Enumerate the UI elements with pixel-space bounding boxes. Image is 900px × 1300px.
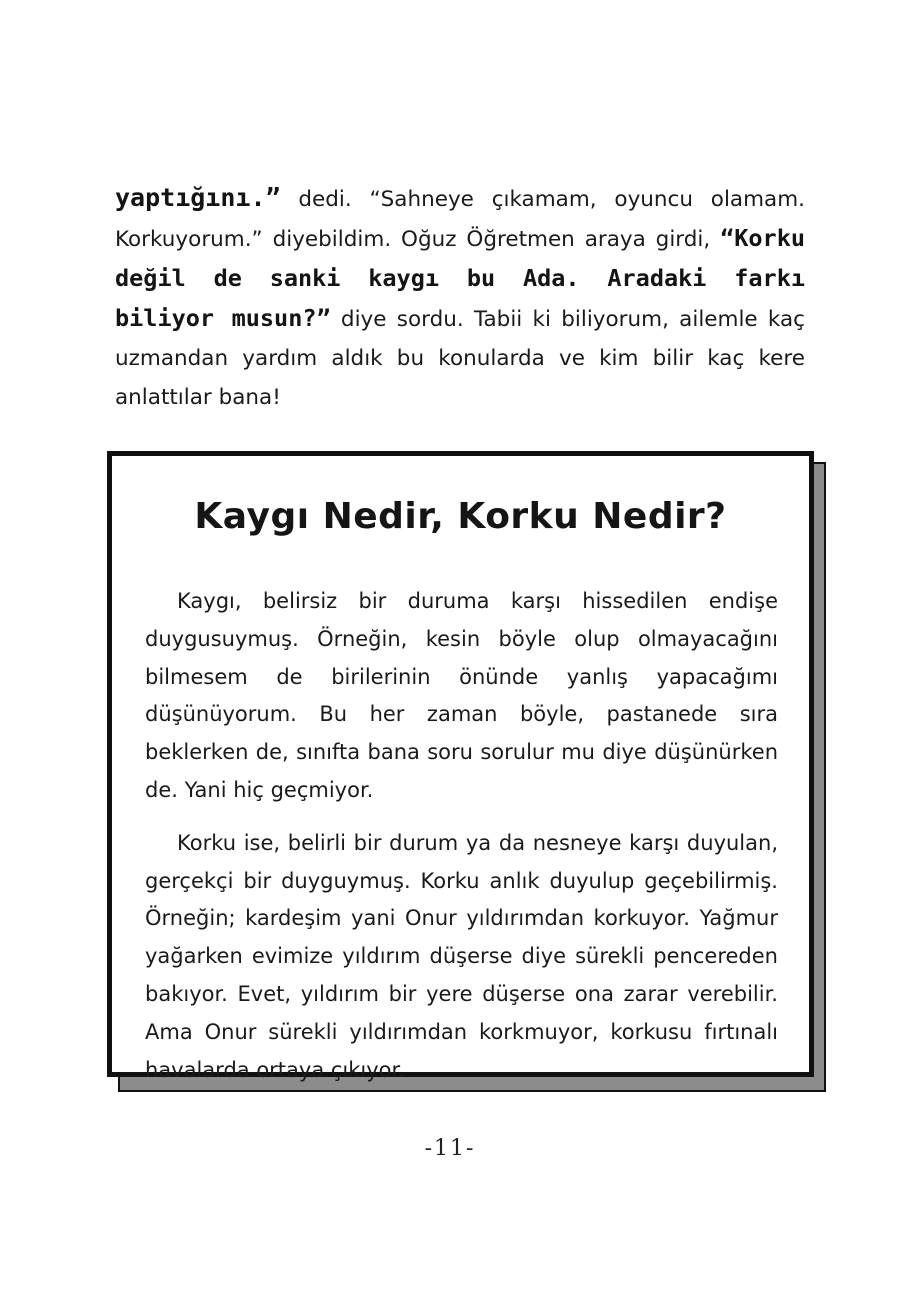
info-paragraph-anxiety: Kaygı, belirsiz bir duruma karşı hissedilen endişe duygusuymuş. Örneğin, kesin böyle olup olmayacağını bilmesem de birilerinin önünde yanlış yapacağımı düşünüyorum. Bu her zaman böyle, pastanede sıra beklerken de, sınıfta bana soru sorulur mu diye düşünürken de. Yani hiç geçmiyor. (145, 589, 778, 802)
quote-bold-1: yaptığını.” (115, 183, 281, 212)
quote-bold-2: “Korku değil de sanki kaygı bu Ada. Aradaki farkı biliyor musun?” (115, 224, 805, 332)
intro-paragraph (115, 178, 805, 417)
info-box (107, 451, 814, 1082)
info-box-body (145, 583, 778, 1089)
intro-text-2: diye sordu. Tabii ki biliyorum, ailemle kaç uzmandan yardım aldık bu konularda ve kim bilir kaç kere anlattılar bana! (115, 307, 805, 410)
info-box-title: Kaygı Nedir, Korku Nedir? (194, 496, 727, 537)
page-number: -11- (424, 1136, 476, 1161)
intro-text-1: dedi. “Sahneye çıkamam, oyuncu olamam. Korkuyorum.” diyebildim. Oğuz Öğretmen araya girdi, (115, 187, 805, 252)
info-paragraph-fear: Korku ise, belirli bir durum ya da nesneye karşı duyulan, gerçekçi bir duyguymuş. Korku anlık duyulup geçebilirmiş. Örneğin; kardeşim yani Onur yıldırımdan korkuyor. Yağmur yağarken evimize yıldırım düşerse diye sürekli pencereden bakıyor. Evet, yıldırım bir yere düşerse ona zarar verebilir. Ama Onur sürekli yıldırımdan korkmuyor, korkusu fırtınalı havalarda ortaya çıkıyor. (145, 830, 778, 1082)
